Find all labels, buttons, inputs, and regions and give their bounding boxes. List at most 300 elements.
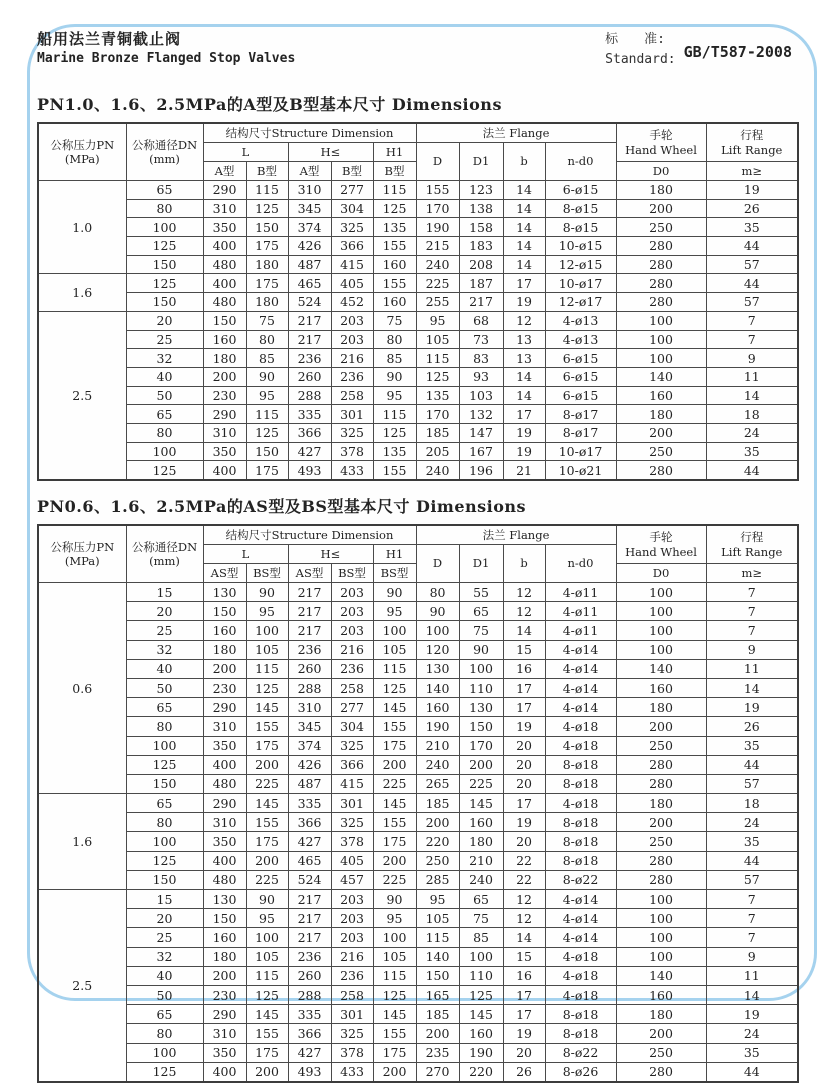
dimension-cell: 40: [126, 367, 203, 386]
dimension-cell: 90: [246, 583, 288, 602]
dimension-cell: 17: [503, 405, 545, 424]
dimension-cell: 105: [416, 330, 459, 349]
dimension-cell: 75: [459, 621, 503, 640]
dimension-cell: 32: [126, 947, 203, 966]
dimension-cell: 95: [416, 311, 459, 330]
dimension-cell: 12-ø15: [545, 255, 616, 274]
dimension-cell: 325: [331, 423, 373, 442]
dimension-cell: 217: [288, 311, 331, 330]
standard-labels: [605, 30, 675, 69]
dimension-cell: 8-ø18: [545, 813, 616, 832]
table-row: [38, 851, 798, 870]
dimension-cell: 100: [373, 928, 416, 947]
dimension-cell: 44: [706, 274, 798, 293]
table-row: [38, 966, 798, 985]
dimension-cell: 217: [288, 583, 331, 602]
dimension-cell: 145: [373, 1005, 416, 1024]
dimension-cell: 100: [616, 602, 706, 621]
dimension-cell: 301: [331, 405, 373, 424]
dimension-cell: 310: [288, 698, 331, 717]
dimension-cell: 255: [416, 293, 459, 312]
dimension-cell: 4-ø18: [545, 717, 616, 736]
dimension-cell: 524: [288, 870, 331, 889]
dimension-cell: 8-ø26: [545, 1062, 616, 1082]
dimension-cell: 110: [459, 678, 503, 697]
dimension-cell: 35: [706, 218, 798, 237]
dimension-cell: 15: [126, 583, 203, 602]
table-row: [38, 794, 798, 813]
dimension-cell: 250: [616, 1043, 706, 1062]
dimension-cell: 19: [503, 813, 545, 832]
table-row: [38, 928, 798, 947]
dimension-cell: 8-ø18: [545, 1024, 616, 1043]
table-row: [38, 386, 798, 405]
dimension-cell: 100: [246, 928, 288, 947]
dimension-cell: 4-ø18: [545, 966, 616, 985]
dimension-cell: 301: [331, 1005, 373, 1024]
dimension-cell: 366: [288, 1024, 331, 1043]
col-header-h: H≤: [288, 545, 373, 564]
dimension-cell: 95: [246, 602, 288, 621]
dimension-cell: 50: [126, 985, 203, 1004]
table-row: [38, 1062, 798, 1082]
dimension-cell: 17: [503, 985, 545, 1004]
dimension-cell: 19: [503, 717, 545, 736]
dimension-cell: 277: [331, 181, 373, 200]
dimension-cell: 100: [616, 311, 706, 330]
dimension-cell: 400: [203, 461, 246, 480]
dimension-cell: 160: [459, 1024, 503, 1043]
col-header-type: AS型: [203, 564, 246, 583]
dimension-cell: 200: [203, 966, 246, 985]
dimension-cell: 14: [706, 386, 798, 405]
dimension-cell: 7: [706, 621, 798, 640]
table-row: [38, 311, 798, 330]
dimension-cell: 11: [706, 966, 798, 985]
dimension-cell: 65: [126, 1005, 203, 1024]
dimension-cell: 180: [616, 181, 706, 200]
dimension-cell: 105: [373, 640, 416, 659]
dimension-cell: 90: [459, 640, 503, 659]
dimension-cell: 90: [246, 890, 288, 909]
dimension-cell: 100: [126, 832, 203, 851]
dimension-cell: 155: [246, 813, 288, 832]
dimension-cell: 16: [503, 966, 545, 985]
dimension-cell: 147: [459, 423, 503, 442]
dimension-cell: 125: [126, 851, 203, 870]
dimension-cell: 304: [331, 199, 373, 218]
dimension-cell: 160: [203, 330, 246, 349]
table-row: [38, 870, 798, 889]
dimension-cell: 7: [706, 928, 798, 947]
col-header-b: b: [503, 143, 545, 181]
dimension-cell: 280: [616, 1062, 706, 1082]
dimension-cell: 140: [416, 678, 459, 697]
dimension-cell: 90: [246, 367, 288, 386]
dimension-cell: 366: [288, 813, 331, 832]
dimension-cell: 345: [288, 199, 331, 218]
dimension-cell: 85: [246, 349, 288, 368]
dimension-cell: 350: [203, 218, 246, 237]
dimensions-table-as-bs: [37, 524, 799, 1083]
dimension-cell: 6-ø15: [545, 386, 616, 405]
dimension-cell: 200: [616, 717, 706, 736]
dimension-cell: 400: [203, 851, 246, 870]
dimension-cell: 145: [459, 794, 503, 813]
dimension-cell: 4-ø11: [545, 583, 616, 602]
dimension-cell: 90: [373, 367, 416, 386]
dimension-cell: 20: [503, 755, 545, 774]
dimension-cell: 44: [706, 755, 798, 774]
dimension-cell: 236: [331, 367, 373, 386]
dimension-cell: 26: [706, 717, 798, 736]
dimension-cell: 125: [373, 678, 416, 697]
dimension-cell: 80: [126, 199, 203, 218]
dimension-cell: 140: [416, 947, 459, 966]
dimension-cell: 8-ø18: [545, 774, 616, 793]
dimension-cell: 80: [416, 583, 459, 602]
dimension-cell: 19: [503, 293, 545, 312]
dimension-cell: 7: [706, 890, 798, 909]
dimension-cell: 100: [126, 736, 203, 755]
table-header: [38, 123, 798, 181]
table-row: [38, 947, 798, 966]
dimension-cell: 22: [503, 870, 545, 889]
dimension-cell: 280: [616, 274, 706, 293]
standard-label-zh: 标 准:: [605, 32, 665, 47]
dimension-cell: 4-ø13: [545, 311, 616, 330]
dimension-cell: 165: [416, 985, 459, 1004]
dimension-cell: 216: [331, 947, 373, 966]
dimension-cell: 16: [503, 659, 545, 678]
dimension-cell: 185: [416, 794, 459, 813]
page-content: [37, 28, 797, 1083]
dimension-cell: 170: [459, 736, 503, 755]
dimension-cell: 203: [331, 909, 373, 928]
dimension-cell: 190: [459, 1043, 503, 1062]
dimension-cell: 203: [331, 890, 373, 909]
dimension-cell: 203: [331, 330, 373, 349]
col-header-type: BS型: [373, 564, 416, 583]
col-header-lift-range: 行程 Lift Range: [706, 123, 798, 162]
dimension-cell: 145: [246, 794, 288, 813]
dimension-cell: 125: [126, 755, 203, 774]
table-row: [38, 832, 798, 851]
table-row: [38, 442, 798, 461]
dimension-cell: 433: [331, 1062, 373, 1082]
table-row: [38, 659, 798, 678]
dimension-cell: 200: [246, 1062, 288, 1082]
col-header-l: L: [203, 143, 288, 162]
dimension-cell: 100: [616, 928, 706, 947]
dimension-cell: 8-ø17: [545, 423, 616, 442]
dimension-cell: 7: [706, 602, 798, 621]
dimension-cell: 75: [373, 311, 416, 330]
dimension-cell: 345: [288, 717, 331, 736]
dimension-cell: 196: [459, 461, 503, 480]
dimension-cell: 10-ø17: [545, 274, 616, 293]
col-header-handwheel: 手轮 Hand Wheel: [616, 123, 706, 162]
dimension-cell: 100: [126, 218, 203, 237]
dimension-cell: 90: [373, 583, 416, 602]
dimension-cell: 225: [459, 774, 503, 793]
dimension-cell: 155: [416, 181, 459, 200]
dimension-cell: 57: [706, 255, 798, 274]
dimension-cell: 325: [331, 1024, 373, 1043]
table-row: [38, 1024, 798, 1043]
dimension-cell: 17: [503, 274, 545, 293]
dimension-cell: 24: [706, 423, 798, 442]
dimension-cell: 7: [706, 330, 798, 349]
table-row: [38, 274, 798, 293]
dimension-cell: 160: [373, 293, 416, 312]
dimension-cell: 200: [203, 367, 246, 386]
dimension-cell: 258: [331, 678, 373, 697]
dimension-cell: 26: [503, 1062, 545, 1082]
dimension-cell: 350: [203, 442, 246, 461]
dimension-cell: 140: [616, 966, 706, 985]
dimension-cell: 225: [373, 774, 416, 793]
standard-value: GB/T587-2008: [683, 42, 792, 61]
dimension-cell: 175: [246, 461, 288, 480]
dimension-cell: 145: [373, 794, 416, 813]
dimension-cell: 145: [459, 1005, 503, 1024]
dimension-cell: 158: [459, 218, 503, 237]
dimension-cell: 400: [203, 274, 246, 293]
dimension-cell: 125: [373, 199, 416, 218]
dimension-cell: 310: [203, 199, 246, 218]
table-title-as-bs: PN0.6、1.6、2.5MPa的AS型及BS型基本尺寸 Dimensions: [37, 497, 527, 516]
dimension-cell: 260: [288, 966, 331, 985]
dimension-cell: 35: [706, 1043, 798, 1062]
dimension-cell: 240: [459, 870, 503, 889]
dimension-cell: 210: [416, 736, 459, 755]
dimension-cell: 180: [616, 794, 706, 813]
dimension-cell: 180: [203, 640, 246, 659]
col-header-b: b: [503, 545, 545, 583]
dimension-cell: 203: [331, 928, 373, 947]
dimension-cell: 180: [616, 1005, 706, 1024]
dimension-cell: 105: [416, 909, 459, 928]
dimension-cell: 12: [503, 890, 545, 909]
dimension-cell: 8-ø22: [545, 870, 616, 889]
col-header-m: m≥: [706, 564, 798, 583]
dimension-cell: 150: [246, 218, 288, 237]
dimension-cell: 400: [203, 755, 246, 774]
dimension-cell: 130: [416, 659, 459, 678]
dimension-cell: 57: [706, 774, 798, 793]
dimension-cell: 200: [616, 813, 706, 832]
dimension-cell: 4-ø13: [545, 330, 616, 349]
standard-block: [605, 30, 792, 69]
dimension-cell: 115: [246, 659, 288, 678]
dimension-cell: 135: [373, 442, 416, 461]
dimension-cell: 14: [503, 367, 545, 386]
dimension-cell: 285: [416, 870, 459, 889]
dimension-cell: 57: [706, 293, 798, 312]
dimension-cell: 138: [459, 199, 503, 218]
dimension-cell: 7: [706, 583, 798, 602]
dimension-cell: 125: [373, 985, 416, 1004]
dimension-cell: 145: [246, 698, 288, 717]
dimension-cell: 93: [459, 367, 503, 386]
dimension-cell: 12: [503, 583, 545, 602]
dimension-cell: 19: [503, 442, 545, 461]
dimension-cell: 290: [203, 181, 246, 200]
dimension-cell: 288: [288, 386, 331, 405]
dimension-cell: 310: [203, 423, 246, 442]
dimension-cell: 8-ø18: [545, 832, 616, 851]
dimension-cell: 280: [616, 851, 706, 870]
dimension-cell: 217: [288, 928, 331, 947]
dimension-cell: 125: [459, 985, 503, 1004]
dimension-cell: 135: [373, 218, 416, 237]
dimension-cell: 250: [616, 736, 706, 755]
dimension-cell: 250: [416, 851, 459, 870]
table-row: [38, 985, 798, 1004]
dimension-cell: 80: [126, 717, 203, 736]
table-row: [38, 621, 798, 640]
dimension-cell: 57: [706, 870, 798, 889]
dimension-cell: 175: [246, 1043, 288, 1062]
dimension-cell: 155: [246, 1024, 288, 1043]
dimension-cell: 130: [203, 890, 246, 909]
dimension-cell: 155: [373, 461, 416, 480]
dimension-cell: 250: [616, 832, 706, 851]
dimension-cell: 366: [331, 755, 373, 774]
dimension-cell: 11: [706, 367, 798, 386]
dimension-cell: 75: [459, 909, 503, 928]
dimension-cell: 110: [459, 966, 503, 985]
dimension-cell: 217: [288, 890, 331, 909]
pressure-group-label: 0.6: [38, 583, 126, 794]
dimension-cell: 378: [331, 832, 373, 851]
dimension-cell: 40: [126, 659, 203, 678]
dimension-cell: 10-ø21: [545, 461, 616, 480]
table-row: [38, 199, 798, 218]
dimension-cell: 35: [706, 736, 798, 755]
dimension-cell: 125: [126, 461, 203, 480]
dimension-cell: 200: [616, 423, 706, 442]
dimension-cell: 187: [459, 274, 503, 293]
dimension-cell: 260: [288, 367, 331, 386]
dimension-cell: 230: [203, 386, 246, 405]
dimension-cell: 90: [373, 890, 416, 909]
dimension-cell: 14: [503, 181, 545, 200]
table-row: [38, 405, 798, 424]
dimension-cell: 17: [503, 794, 545, 813]
dimension-cell: 115: [373, 659, 416, 678]
col-header-n-d0: n-d0: [545, 545, 616, 583]
dimension-cell: 8-ø22: [545, 1043, 616, 1062]
dimension-cell: 452: [331, 293, 373, 312]
dimension-cell: 90: [416, 602, 459, 621]
pressure-group-label: 1.6: [38, 794, 126, 890]
dimension-cell: 80: [126, 423, 203, 442]
dimension-cell: 427: [288, 1043, 331, 1062]
dimension-cell: 80: [246, 330, 288, 349]
dimension-cell: 265: [416, 774, 459, 793]
dimension-cell: 180: [246, 293, 288, 312]
dimension-cell: 15: [126, 890, 203, 909]
dimension-cell: 325: [331, 736, 373, 755]
dimension-cell: 350: [203, 832, 246, 851]
table-row: [38, 583, 798, 602]
col-header-pressure: 公称压力PN (MPa): [38, 123, 126, 181]
dimensions-table-a-b: [37, 122, 799, 481]
table-row: [38, 774, 798, 793]
col-header-type: AS型: [288, 564, 331, 583]
dimension-cell: 4-ø18: [545, 947, 616, 966]
dimension-cell: 95: [373, 602, 416, 621]
table-body: [38, 583, 798, 1082]
dimension-cell: 480: [203, 293, 246, 312]
dimension-cell: 180: [616, 405, 706, 424]
dimension-cell: 160: [616, 386, 706, 405]
dimension-cell: 280: [616, 293, 706, 312]
dimension-cell: 150: [203, 311, 246, 330]
dimension-cell: 10-ø17: [545, 442, 616, 461]
dimension-cell: 145: [246, 1005, 288, 1024]
dimension-cell: 10-ø15: [545, 237, 616, 256]
dimension-cell: 180: [459, 832, 503, 851]
table-row: [38, 736, 798, 755]
dimension-cell: 200: [373, 851, 416, 870]
dimension-cell: 216: [331, 349, 373, 368]
dimension-cell: 150: [246, 442, 288, 461]
dimension-cell: 150: [126, 293, 203, 312]
pressure-group-label: 2.5: [38, 890, 126, 1082]
table-row: [38, 181, 798, 200]
dimension-cell: 68: [459, 311, 503, 330]
dimension-cell: 65: [126, 794, 203, 813]
dimension-cell: 44: [706, 237, 798, 256]
dimension-cell: 95: [246, 386, 288, 405]
dimension-cell: 250: [616, 218, 706, 237]
dimension-cell: 230: [203, 678, 246, 697]
dimension-cell: 290: [203, 794, 246, 813]
dimension-cell: 9: [706, 349, 798, 368]
table-row: [38, 423, 798, 442]
dimension-cell: 150: [459, 717, 503, 736]
dimension-cell: 17: [503, 1005, 545, 1024]
dimension-cell: 115: [416, 928, 459, 947]
dimension-cell: 175: [246, 832, 288, 851]
pressure-group-label: 1.6: [38, 274, 126, 311]
table-row: [38, 1043, 798, 1062]
col-header-h1: H1: [373, 143, 416, 162]
dimension-cell: 8-ø15: [545, 218, 616, 237]
col-header-dn: 公称通径DN (mm): [126, 123, 203, 181]
dimension-cell: 14: [503, 199, 545, 218]
dimension-cell: 65: [459, 890, 503, 909]
dimension-cell: 150: [126, 870, 203, 889]
dimension-cell: 18: [706, 405, 798, 424]
dimension-cell: 288: [288, 985, 331, 1004]
dimension-cell: 125: [126, 274, 203, 293]
dimension-cell: 258: [331, 985, 373, 1004]
dimension-cell: 335: [288, 794, 331, 813]
table-row: [38, 293, 798, 312]
dimension-cell: 19: [503, 423, 545, 442]
dimension-cell: 22: [503, 851, 545, 870]
dimension-cell: 225: [416, 274, 459, 293]
dimension-cell: 175: [246, 274, 288, 293]
col-header-d: D: [416, 545, 459, 583]
dimension-cell: 115: [246, 966, 288, 985]
document-header: [37, 28, 797, 90]
dimension-cell: 123: [459, 181, 503, 200]
